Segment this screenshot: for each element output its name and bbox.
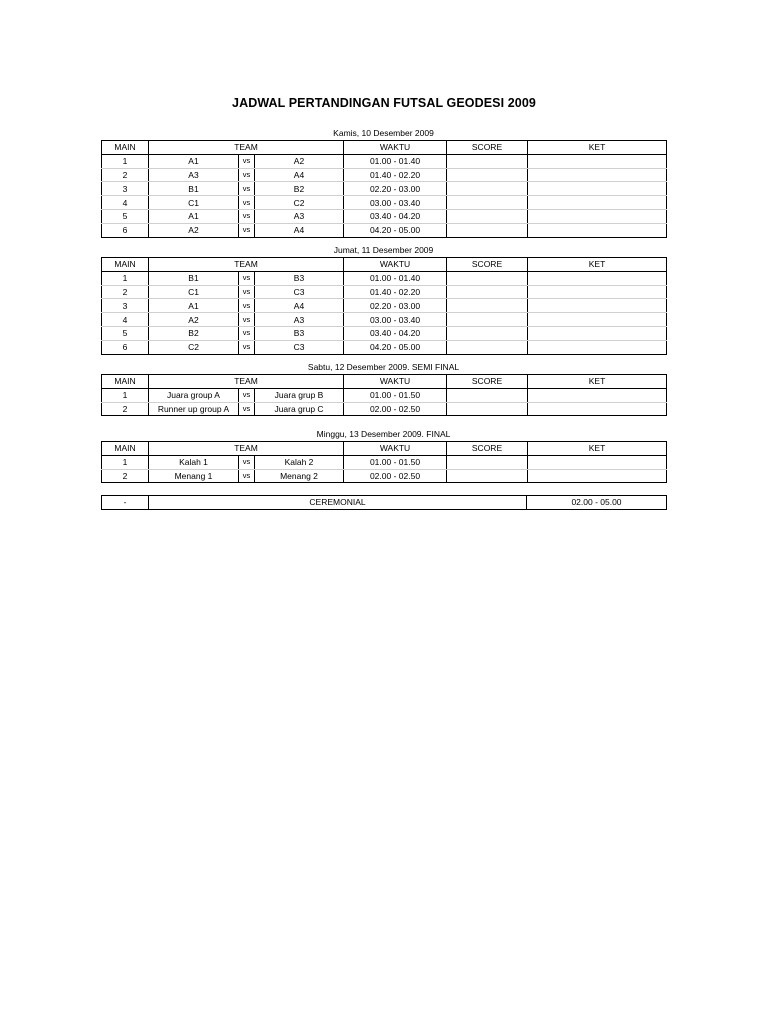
match-time: 03.00 - 03.40 xyxy=(344,313,447,327)
header-waktu: WAKTU xyxy=(344,141,447,155)
header-row xyxy=(102,442,667,456)
ket-cell xyxy=(528,285,667,299)
match-time: 03.40 - 04.20 xyxy=(344,209,447,223)
day-caption: Kamis, 10 Desember 2009 xyxy=(333,128,434,138)
match-time: 01.00 - 01.40 xyxy=(344,154,447,168)
vs-label: vs xyxy=(239,402,255,416)
score-cell xyxy=(447,326,528,340)
score-cell xyxy=(447,209,528,223)
header-team: TEAM xyxy=(149,442,344,456)
header-score: SCORE xyxy=(447,258,528,272)
ceremonial-table xyxy=(101,495,667,510)
header-score: SCORE xyxy=(447,141,528,155)
ceremonial-waktu: 02.00 - 05.00 xyxy=(527,496,667,510)
team-b: A4 xyxy=(255,299,344,313)
team-b: Menang 2 xyxy=(255,469,344,483)
match-row xyxy=(102,340,667,354)
match-number: 1 xyxy=(102,154,149,168)
vs-label: vs xyxy=(239,388,255,402)
match-time: 01.00 - 01.50 xyxy=(344,388,447,402)
ket-cell xyxy=(528,340,667,354)
match-number: 4 xyxy=(102,196,149,210)
team-a: Menang 1 xyxy=(149,469,239,483)
team-b: A4 xyxy=(255,223,344,237)
match-time: 01.00 - 01.40 xyxy=(344,271,447,285)
match-number: 1 xyxy=(102,388,149,402)
ket-cell xyxy=(528,455,667,469)
header-ket: KET xyxy=(528,375,667,389)
score-cell xyxy=(447,154,528,168)
match-number: 1 xyxy=(102,455,149,469)
team-a: Runner up group A xyxy=(149,402,239,416)
header-main: MAIN xyxy=(102,442,149,456)
match-row xyxy=(102,388,667,402)
schedule-table xyxy=(101,441,667,483)
vs-label: vs xyxy=(239,271,255,285)
match-number: 1 xyxy=(102,271,149,285)
ket-cell xyxy=(528,271,667,285)
header-main: MAIN xyxy=(102,141,149,155)
vs-label: vs xyxy=(239,326,255,340)
day-caption: Minggu, 13 Desember 2009. FINAL xyxy=(316,429,451,439)
team-a: A1 xyxy=(149,209,239,223)
match-number: 2 xyxy=(102,469,149,483)
vs-label: vs xyxy=(239,168,255,182)
ket-cell xyxy=(528,168,667,182)
header-row xyxy=(102,141,667,155)
match-row xyxy=(102,223,667,237)
team-b: A4 xyxy=(255,168,344,182)
schedule-table xyxy=(101,140,667,238)
match-row xyxy=(102,209,667,223)
header-score: SCORE xyxy=(447,375,528,389)
score-cell xyxy=(447,402,528,416)
score-cell xyxy=(447,313,528,327)
vs-label: vs xyxy=(239,209,255,223)
ket-cell xyxy=(528,299,667,313)
day-section xyxy=(101,361,666,416)
vs-label: vs xyxy=(239,469,255,483)
match-row xyxy=(102,271,667,285)
match-row xyxy=(102,326,667,340)
header-main: MAIN xyxy=(102,375,149,389)
score-cell xyxy=(447,299,528,313)
match-time: 01.40 - 02.20 xyxy=(344,285,447,299)
team-b: A3 xyxy=(255,209,344,223)
vs-label: vs xyxy=(239,299,255,313)
match-time: 04.20 - 05.00 xyxy=(344,223,447,237)
match-number: 2 xyxy=(102,285,149,299)
match-row xyxy=(102,402,667,416)
team-b: Kalah 2 xyxy=(255,455,344,469)
ket-cell xyxy=(528,469,667,483)
match-time: 02.20 - 03.00 xyxy=(344,182,447,196)
vs-label: vs xyxy=(239,455,255,469)
team-a: B1 xyxy=(149,182,239,196)
header-ket: KET xyxy=(528,442,667,456)
header-waktu: WAKTU xyxy=(344,375,447,389)
match-time: 03.40 - 04.20 xyxy=(344,326,447,340)
match-number: 3 xyxy=(102,182,149,196)
team-a: A3 xyxy=(149,168,239,182)
match-number: 6 xyxy=(102,223,149,237)
team-a: C1 xyxy=(149,196,239,210)
ket-cell xyxy=(528,196,667,210)
match-row xyxy=(102,313,667,327)
match-time: 02.20 - 03.00 xyxy=(344,299,447,313)
match-row xyxy=(102,285,667,299)
ket-cell xyxy=(528,313,667,327)
team-b: B3 xyxy=(255,326,344,340)
header-row xyxy=(102,258,667,272)
match-row xyxy=(102,168,667,182)
match-row xyxy=(102,196,667,210)
match-row xyxy=(102,182,667,196)
header-waktu: WAKTU xyxy=(344,258,447,272)
team-b: C3 xyxy=(255,340,344,354)
match-number: 3 xyxy=(102,299,149,313)
score-cell xyxy=(447,182,528,196)
team-a: Juara group A xyxy=(149,388,239,402)
match-time: 04.20 - 05.00 xyxy=(344,340,447,354)
ket-cell xyxy=(528,154,667,168)
team-b: B2 xyxy=(255,182,344,196)
match-row xyxy=(102,469,667,483)
match-time: 01.40 - 02.20 xyxy=(344,168,447,182)
score-cell xyxy=(447,340,528,354)
team-b: C2 xyxy=(255,196,344,210)
day-section xyxy=(101,127,666,238)
score-cell xyxy=(447,388,528,402)
header-waktu: WAKTU xyxy=(344,442,447,456)
match-row xyxy=(102,154,667,168)
score-cell xyxy=(447,196,528,210)
match-time: 02.00 - 02.50 xyxy=(344,402,447,416)
team-a: A1 xyxy=(149,154,239,168)
score-cell xyxy=(447,285,528,299)
vs-label: vs xyxy=(239,182,255,196)
score-cell xyxy=(447,455,528,469)
match-time: 01.00 - 01.50 xyxy=(344,455,447,469)
match-number: 4 xyxy=(102,313,149,327)
ceremonial-main: - xyxy=(102,496,149,510)
header-team: TEAM xyxy=(149,375,344,389)
page-title: JADWAL PERTANDINGAN FUTSAL GEODESI 2009 xyxy=(232,96,536,110)
team-a: A1 xyxy=(149,299,239,313)
header-ket: KET xyxy=(528,141,667,155)
match-number: 2 xyxy=(102,402,149,416)
match-number: 2 xyxy=(102,168,149,182)
match-number: 6 xyxy=(102,340,149,354)
team-b: B3 xyxy=(255,271,344,285)
team-a: C1 xyxy=(149,285,239,299)
vs-label: vs xyxy=(239,223,255,237)
team-a: B2 xyxy=(149,326,239,340)
schedule-table xyxy=(101,257,667,355)
header-team: TEAM xyxy=(149,258,344,272)
match-row xyxy=(102,299,667,313)
match-number: 5 xyxy=(102,209,149,223)
match-time: 03.00 - 03.40 xyxy=(344,196,447,210)
score-cell xyxy=(447,168,528,182)
vs-label: vs xyxy=(239,196,255,210)
ket-cell xyxy=(528,326,667,340)
ket-cell xyxy=(528,223,667,237)
team-b: A2 xyxy=(255,154,344,168)
team-b: Juara grup B xyxy=(255,388,344,402)
day-caption: Jumat, 11 Desember 2009 xyxy=(333,245,434,255)
ket-cell xyxy=(528,388,667,402)
team-a: C2 xyxy=(149,340,239,354)
team-b: Juara grup C xyxy=(255,402,344,416)
score-cell xyxy=(447,223,528,237)
team-a: A2 xyxy=(149,223,239,237)
header-team: TEAM xyxy=(149,141,344,155)
team-b: A3 xyxy=(255,313,344,327)
ceremonial-section xyxy=(101,495,666,510)
team-b: C3 xyxy=(255,285,344,299)
header-ket: KET xyxy=(528,258,667,272)
ceremonial-row xyxy=(102,496,667,510)
team-a: A2 xyxy=(149,313,239,327)
match-time: 02.00 - 02.50 xyxy=(344,469,447,483)
team-a: B1 xyxy=(149,271,239,285)
score-cell xyxy=(447,271,528,285)
vs-label: vs xyxy=(239,154,255,168)
ket-cell xyxy=(528,209,667,223)
match-number: 5 xyxy=(102,326,149,340)
vs-label: vs xyxy=(239,313,255,327)
header-score: SCORE xyxy=(447,442,528,456)
schedule-table xyxy=(101,374,667,416)
day-section xyxy=(101,244,666,355)
score-cell xyxy=(447,469,528,483)
vs-label: vs xyxy=(239,340,255,354)
header-row xyxy=(102,375,667,389)
header-main: MAIN xyxy=(102,258,149,272)
team-a: Kalah 1 xyxy=(149,455,239,469)
match-row xyxy=(102,455,667,469)
ceremonial-label: CEREMONIAL xyxy=(149,496,527,510)
ket-cell xyxy=(528,402,667,416)
ket-cell xyxy=(528,182,667,196)
vs-label: vs xyxy=(239,285,255,299)
day-section xyxy=(101,428,666,483)
day-caption: Sabtu, 12 Desember 2009. SEMI FINAL xyxy=(307,362,460,372)
